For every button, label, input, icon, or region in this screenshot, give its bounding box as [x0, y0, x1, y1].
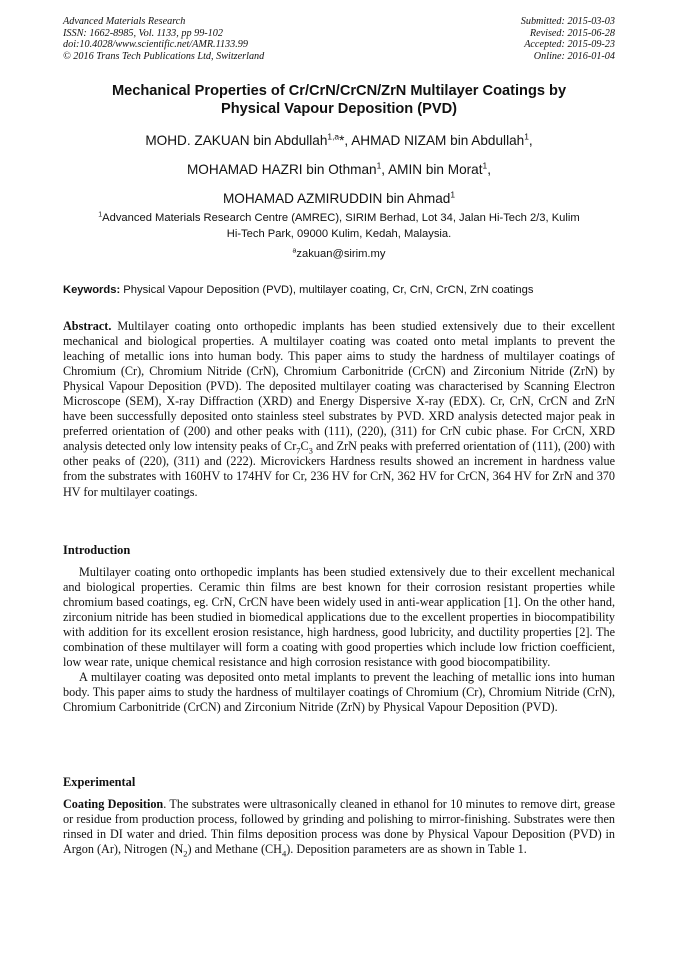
- author-name: MOHAMAD HAZRI bin Othman: [186, 162, 377, 177]
- journal-copyright: © 2016 Trans Tech Publications Ltd, Switzerland: [63, 50, 265, 62]
- corresponding-mark: *,: [339, 133, 352, 148]
- journal-name: Advanced Materials Research: [63, 16, 186, 27]
- experimental-paragraph: [63, 797, 615, 857]
- author-separator: ,: [528, 133, 533, 148]
- title-line-1: Mechanical Properties of Cr/CrN/CrCN/ZrN Multilayer Coatings by: [111, 83, 567, 99]
- experimental-text: ) and Methane (CH: [187, 842, 282, 857]
- submission-dates: [521, 16, 615, 62]
- date-accepted: Accepted: 2015-09-23: [524, 39, 615, 51]
- affiliation-line-2: Hi-Tech Park, 09000 Kulim, Kedah, Malaysia.: [226, 227, 452, 240]
- author-separator: ,: [381, 162, 389, 177]
- contact-email: [63, 247, 615, 262]
- experimental-section: [63, 797, 615, 857]
- keywords-text: Physical Vapour Deposition (PVD), multilayer coating, Cr, CrN, CrCN, ZrN coatings: [120, 284, 534, 296]
- subsection-label: Coating Deposition: [63, 797, 164, 811]
- author-name: MOHAMAD AZMIRUDDIN bin Ahmad: [222, 191, 451, 206]
- keywords-label: Keywords:: [63, 284, 121, 296]
- author-affil-mark: 1: [482, 160, 488, 171]
- author-name: MOHD. ZAKUAN bin Abdullah: [145, 133, 328, 148]
- affiliation-mark: 1: [98, 211, 103, 219]
- author-line-3: [63, 184, 615, 213]
- subscript: 2: [183, 848, 188, 859]
- author-affil-mark: 1: [524, 131, 529, 142]
- affiliation: [63, 211, 615, 242]
- intro-paragraph-2: A multilayer coating was deposited onto metal implants to prevent the leaching of metallic ions into human body. This paper aims to study the hardness of multilayer coatings of Chromium (Cr), Chromium Nitride (CrN), Chromium Carbonitride (CrCN) and Zirconium Nitride (ZrN) by Physical Vapour Deposition (PVD).: [63, 670, 615, 715]
- author-name: AMIN bin Morat: [388, 162, 483, 177]
- email-mark: a: [292, 247, 297, 255]
- section-heading-introduction: Introduction: [63, 543, 131, 557]
- date-submitted: Submitted: 2015-03-03: [520, 16, 615, 27]
- experimental-text: . The substrates were ultrasonically cleaned in ethanol for 10 minutes to remove dirt, grease or residue from production process, followed by grinding and polishing to mirror-finishing. Substrates were then rinsed in DI water and dried. Thin films deposition process was done by Physical Vapour Deposition (PVD) in Argon (Ar), Nitrogen (N: [63, 797, 615, 857]
- paper-title: [63, 82, 615, 118]
- affiliation-text: Advanced Materials Research Centre (AMREC), SIRIM Berhad, Lot 34, Jalan Hi-Tech 2/3, Kulim: [102, 212, 580, 224]
- journal-info: [63, 16, 264, 62]
- abstract-label: Abstract.: [63, 319, 112, 333]
- section-heading-experimental: Experimental: [63, 775, 136, 789]
- date-revised: Revised: 2015-06-28: [529, 27, 615, 39]
- abstract-text: Multilayer coating onto orthopedic implants has been studied extensively due to their excellent mechanical and biological properties. A multilayer coating was coated onto metal implants to prevent the leaching of metallic ions into human body. This paper aims to study the hardness of multilayer coatings of Chromium (Cr), Chromium Nitride (CrN), Chromium Carbonitride (CrCN) and Zirconium Nitride (ZrN) by Physical Vapour Deposition (PVD). The deposited multilayer coating was characterised by Scanning Electron Microscope (SEM), X-ray Diffraction (XRD) and Energy Dispersive X-ray (EDX). Cr, CrN, CrCN and ZrN have been successfully deposited onto stainless steel substrates by PVD. XRD analysis detected major peak in preferred orientation of (200) and other peaks with (111), (220), (311) for CrN cubic phase. For CrCN, XRD analysis detected only low intensity peaks of Cr: [63, 319, 615, 454]
- author-line-1: [63, 126, 615, 155]
- title-line-2: Physical Vapour Deposition (PVD): [221, 101, 457, 117]
- subscript: 4: [281, 848, 287, 859]
- affiliation-line-1: [63, 211, 615, 227]
- abstract-paragraph: [63, 319, 615, 500]
- email-address: zakuan@sirim.my: [296, 248, 386, 260]
- subscript: 7: [296, 445, 301, 456]
- author-affil-mark: 1,a: [327, 131, 340, 142]
- journal-issn: ISSN: 1662-8985, Vol. 1133, pp 99-102: [63, 27, 223, 39]
- author-list: [63, 126, 615, 213]
- abstract: [63, 319, 615, 500]
- date-online: Online: 2016-01-04: [533, 50, 615, 62]
- journal-doi: doi:10.4028/www.scientific.net/AMR.1133.99: [63, 39, 248, 51]
- keywords: [63, 283, 615, 298]
- author-separator: ,: [487, 162, 491, 177]
- abstract-text: and ZrN peaks with preferred orientation of (111), (200) with other peaks of (220), (311) and (222). Microvickers Hardness results showed an increment in hardness value from the substrates with 160HV to 174HV for Cr, 236 HV for CrN, 362 HV for CrCN, 364 HV for ZrN and 370 HV for multilayer coatings.: [63, 439, 615, 499]
- author-line-2: [63, 155, 615, 184]
- abstract-text: C: [300, 439, 309, 454]
- experimental-text: ). Deposition parameters are as shown in Table 1.: [286, 842, 527, 857]
- subscript: 3: [308, 445, 313, 456]
- author-affil-mark: 1: [450, 189, 456, 200]
- author-affil-mark: 1: [376, 160, 382, 171]
- introduction-section: [63, 565, 615, 715]
- author-name: AHMAD NIZAM bin Abdullah: [351, 133, 525, 148]
- intro-paragraph-1: Multilayer coating onto orthopedic implants has been studied extensively due to their excellent mechanical and biological properties. Ceramic thin films are best known for their corrosion resistant properties while chromium based coatings, eg. CrN, CrCN have been widely used in anti-wear application [1]. On the other hand, zirconium nitride has been studied in biomedical applications due to the excellent properties in biocompatibility with addition for its excellent erosion resistance, high hardness, good lubricity, and ductility properties [2]. The combination of these multilayer will form a coating with good properties which include low friction coefficient, low wear rate, unique chemical resistance and high corrosion resistance with good biocompatibility.: [63, 565, 615, 670]
